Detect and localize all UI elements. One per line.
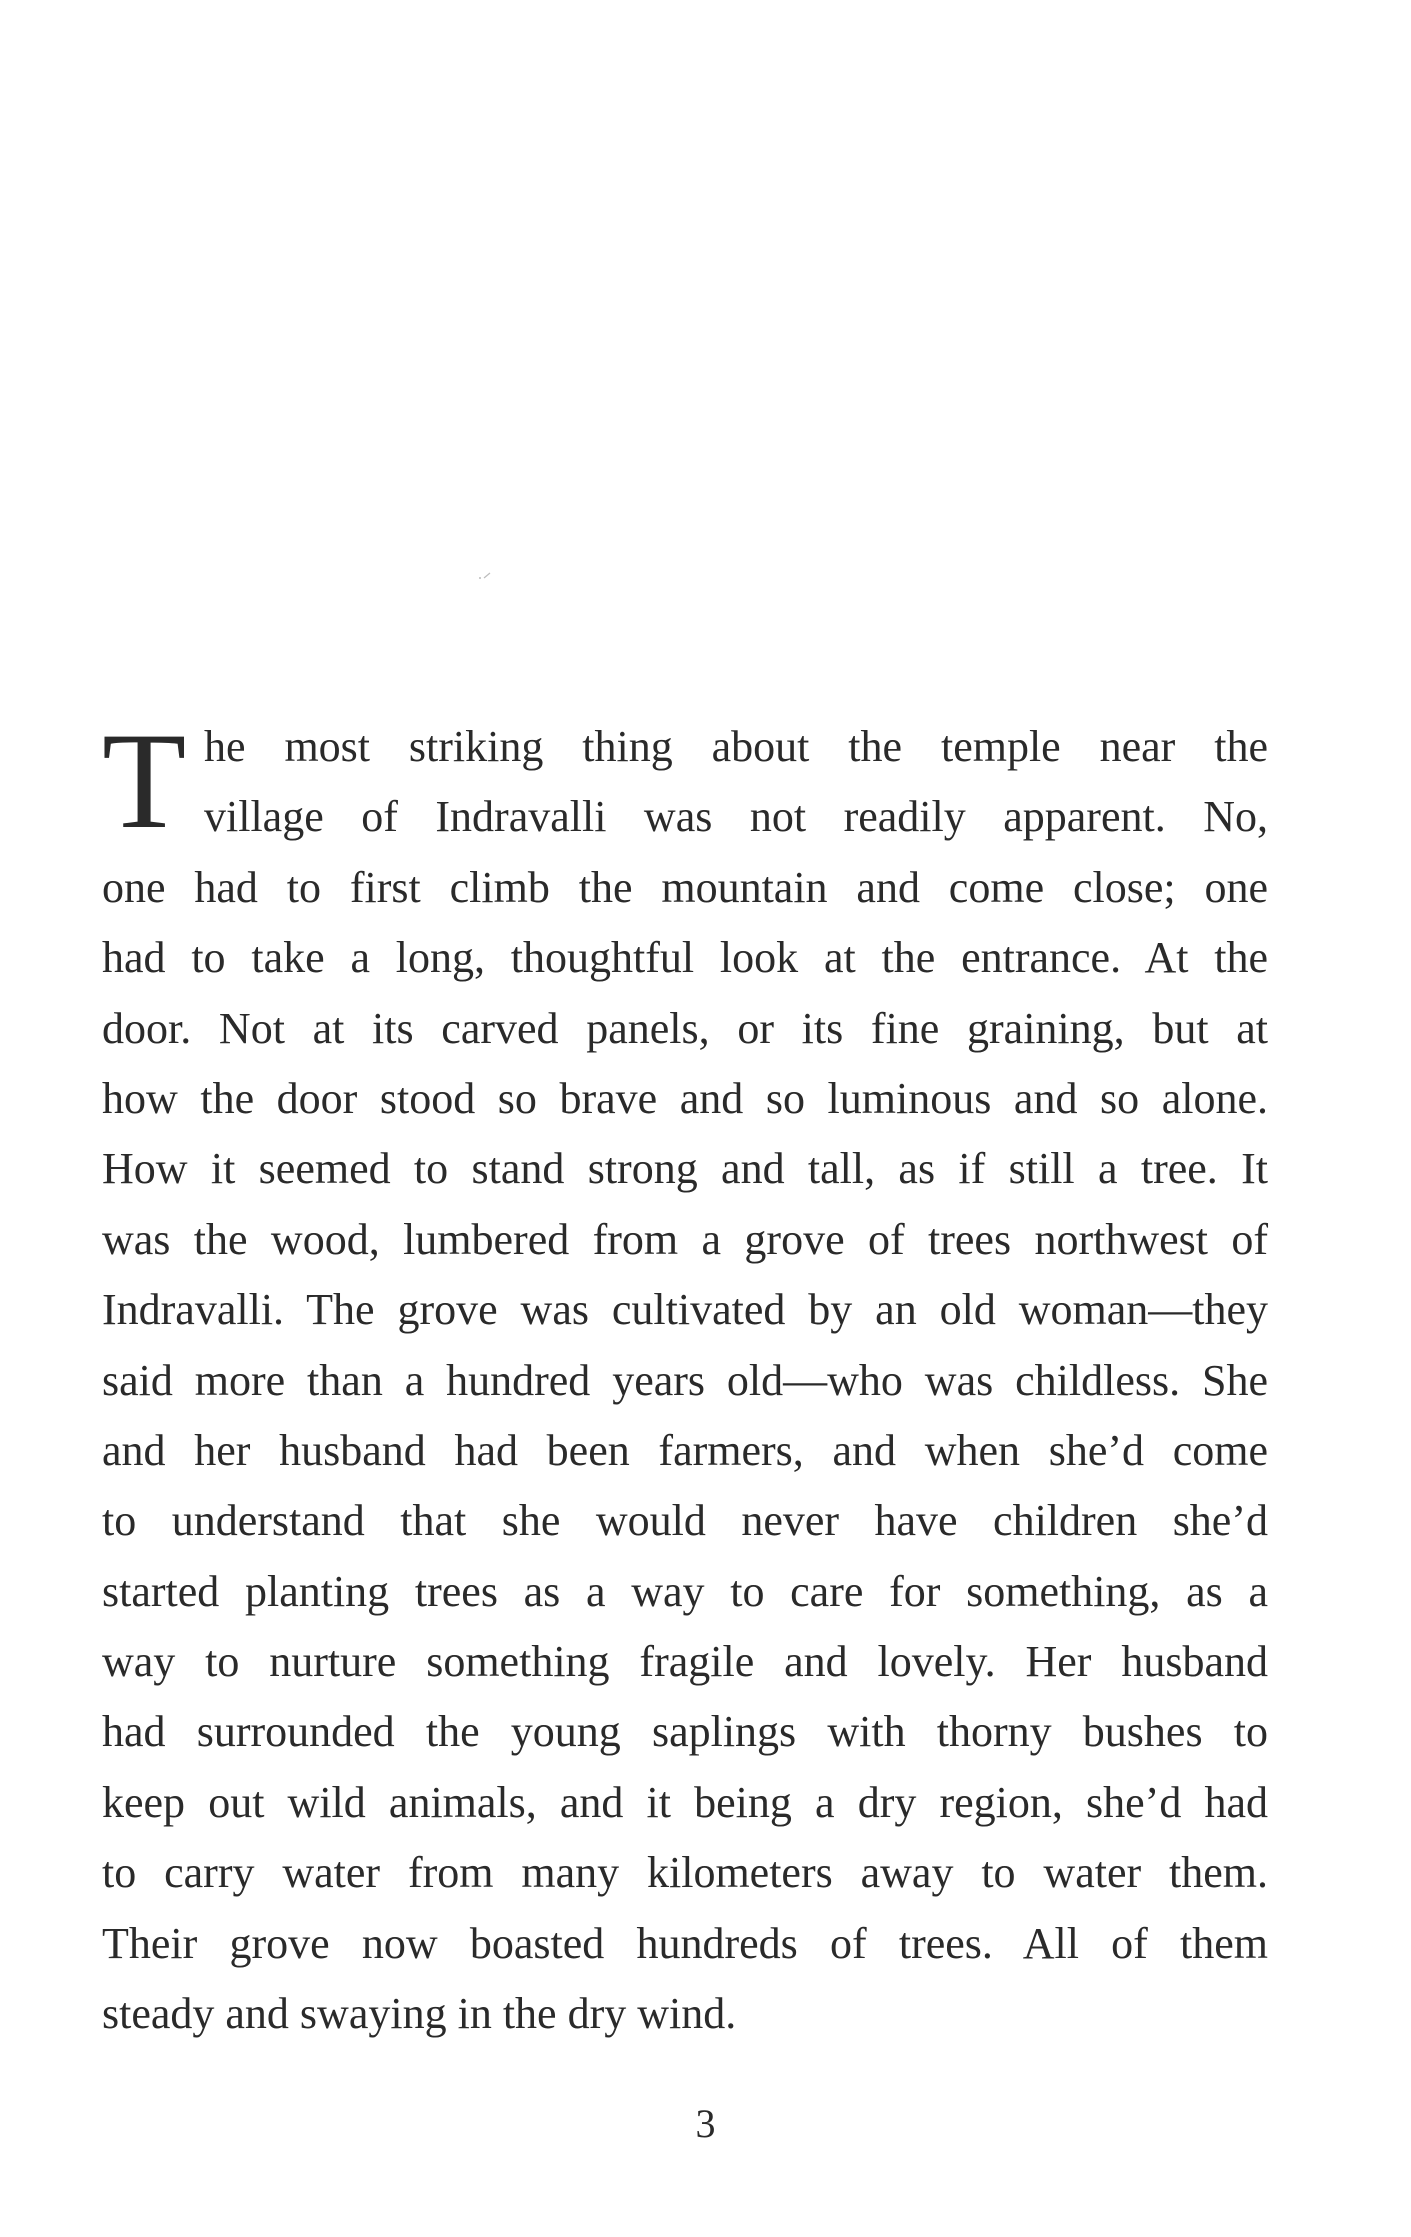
text-line: door. Not at its carved panels, or its fine graining, but at [102, 1003, 1268, 1053]
text-line: How it seemed to stand strong and tall, as if still a tree. It [102, 1144, 1268, 1194]
text-line: how the door stood so brave and so luminous and so alone. [102, 1073, 1268, 1123]
text-line: to understand that she would never have children she’d [102, 1496, 1268, 1546]
text-line: said more than a hundred years old—who was childless. She [102, 1355, 1268, 1405]
print-speck [478, 572, 492, 580]
text-line: Indravalli. The grove was cultivated by an old woman—they [102, 1285, 1268, 1335]
text-line: way to nurture something fragile and lovely. Her husband [102, 1637, 1268, 1687]
text-line: he most striking thing about the temple near the [204, 722, 1268, 771]
text-line: steady and swaying in the dry wind. [102, 1989, 737, 2039]
text-line: started planting trees as a way to care for something, as a [102, 1566, 1268, 1616]
text-line: and her husband had been farmers, and when she’d come [102, 1425, 1268, 1475]
text-line: Their grove now boasted hundreds of trees. All of them [102, 1918, 1268, 1968]
text-line: to carry water from many kilometers away to water them. [102, 1848, 1268, 1898]
body-paragraph [102, 704, 1268, 2049]
text-line: was the wood, lumbered from a grove of trees northwest of [102, 1214, 1268, 1264]
drop-cap: T [102, 704, 187, 857]
text-line: village of Indravalli was not readily apparent. No, [204, 792, 1268, 842]
text-line: one had to first climb the mountain and come close; one [102, 862, 1268, 912]
page-number: 3 [695, 2101, 716, 2146]
text-line: had surrounded the young saplings with thorny bushes to [102, 1707, 1268, 1757]
text-line: keep out wild animals, and it being a dry region, she’d had [102, 1777, 1268, 1827]
text-line: had to take a long, thoughtful look at the entrance. At the [102, 933, 1268, 983]
